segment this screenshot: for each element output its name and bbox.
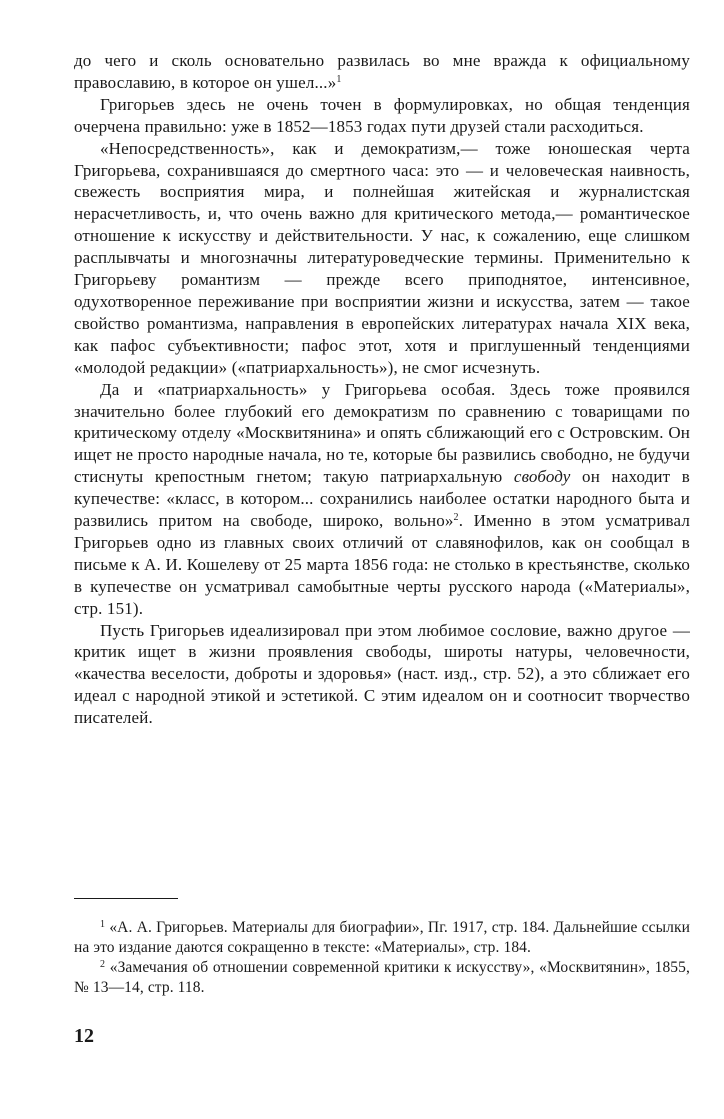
paragraph-text: до чего и сколь основательно развилась во мне вражда к официальному православию, в которое он ушел...»: [74, 51, 690, 92]
page-body: [74, 50, 690, 729]
paragraph: Пусть Григорьев идеализировал при этом любимое сословие, важно другое — критик ищет в жизни проявления свободы, широты натуры, человечности, «качества веселости, доброты и здоровья» (наст. изд., стр. 52), а это сближает его идеал с народной этикой и эстетикой. С этим идеалом он и соотносит творчество писателей.: [74, 620, 690, 728]
footnote-ref: 1: [336, 73, 342, 85]
paragraph: [74, 379, 690, 620]
footnote-mark: 1: [100, 919, 106, 930]
footnote-text: «Замечания об отношении современной критики к искусству», «Москвитянин», 1855, № 13—14, стр. 118.: [74, 959, 690, 996]
footnote-ref: 2: [453, 512, 459, 524]
emphasis-text: свободу: [513, 467, 571, 487]
footnote: [74, 958, 690, 998]
footnote-text: «А. А. Григорьев. Материалы для биографии», Пг. 1917, стр. 184. Дальнейшие ссылки на это издание даются сокращенно в тексте: «Материалы», стр. 184.: [74, 919, 691, 956]
footnotes: [74, 918, 690, 998]
footnote: [74, 918, 690, 958]
paragraph: [74, 50, 690, 94]
paragraph-text: Да и «патриархальность» у Григорьева особая. Здесь тоже проявился значительно более глубокий его демократизм по сравнению с товарищами по критическому отделу «Москвитянина» и опять сближающий его с Островским. Он ищет не просто народные начала, но те, которые бы развились свободно, не будучи стиснуты крепостным гнетом; такую патриархальную: [74, 379, 690, 487]
footnote-divider: [74, 898, 178, 899]
paragraph: Григорьев здесь не очень точен в формулировках, но общая тенденция очерчена правильно: уже в 1852—1853 годах пути друзей стали расходиться.: [74, 94, 690, 136]
paragraph-text: . Именно в этом усматривал Григорьев одно из главных своих отличий от славянофилов, как он сообщал в письме к А. И. Кошелеву от 25 марта 1856 года: не столько в крестьянстве, сколько в купечестве он усматривал самобытные черты русского народа («Материалы», стр. 151).: [74, 511, 690, 618]
page-number: 12: [74, 1025, 94, 1047]
paragraph-text: он находит в купечестве: «класс, в котором... сохранились наиболее остатки народного быта и развились притом на свободе, широко, вольно»: [74, 467, 690, 531]
paragraph: «Непосредственность», как и демократизм,— тоже юношеская черта Григорьева, сохранившаяся до смертного часа: это — и человеческая наивность, свежесть восприятия мира, и полнейшая житейская и журналистская нерасчетливость, и, что очень важно для критического метода,— романтическое отношение к искусству и действительности. У нас, к сожалению, еще слишком расплывчаты и многозначны литературоведческие термины. Применительно к Григорьеву романтизм — прежде всего приподнятое, интенсивное, одухотворенное переживание при восприятии жизни и искусства, затем — такое свойство романтизма, направления в европейских литературах начала XIX века, как пафос субъективности; пафос этот, хотя и приглушенный тенденциями «молодой редакции» («патриархальность»), не смог исчезнуть.: [74, 138, 690, 377]
footnote-mark: 2: [100, 959, 106, 970]
main-text: [74, 50, 690, 729]
